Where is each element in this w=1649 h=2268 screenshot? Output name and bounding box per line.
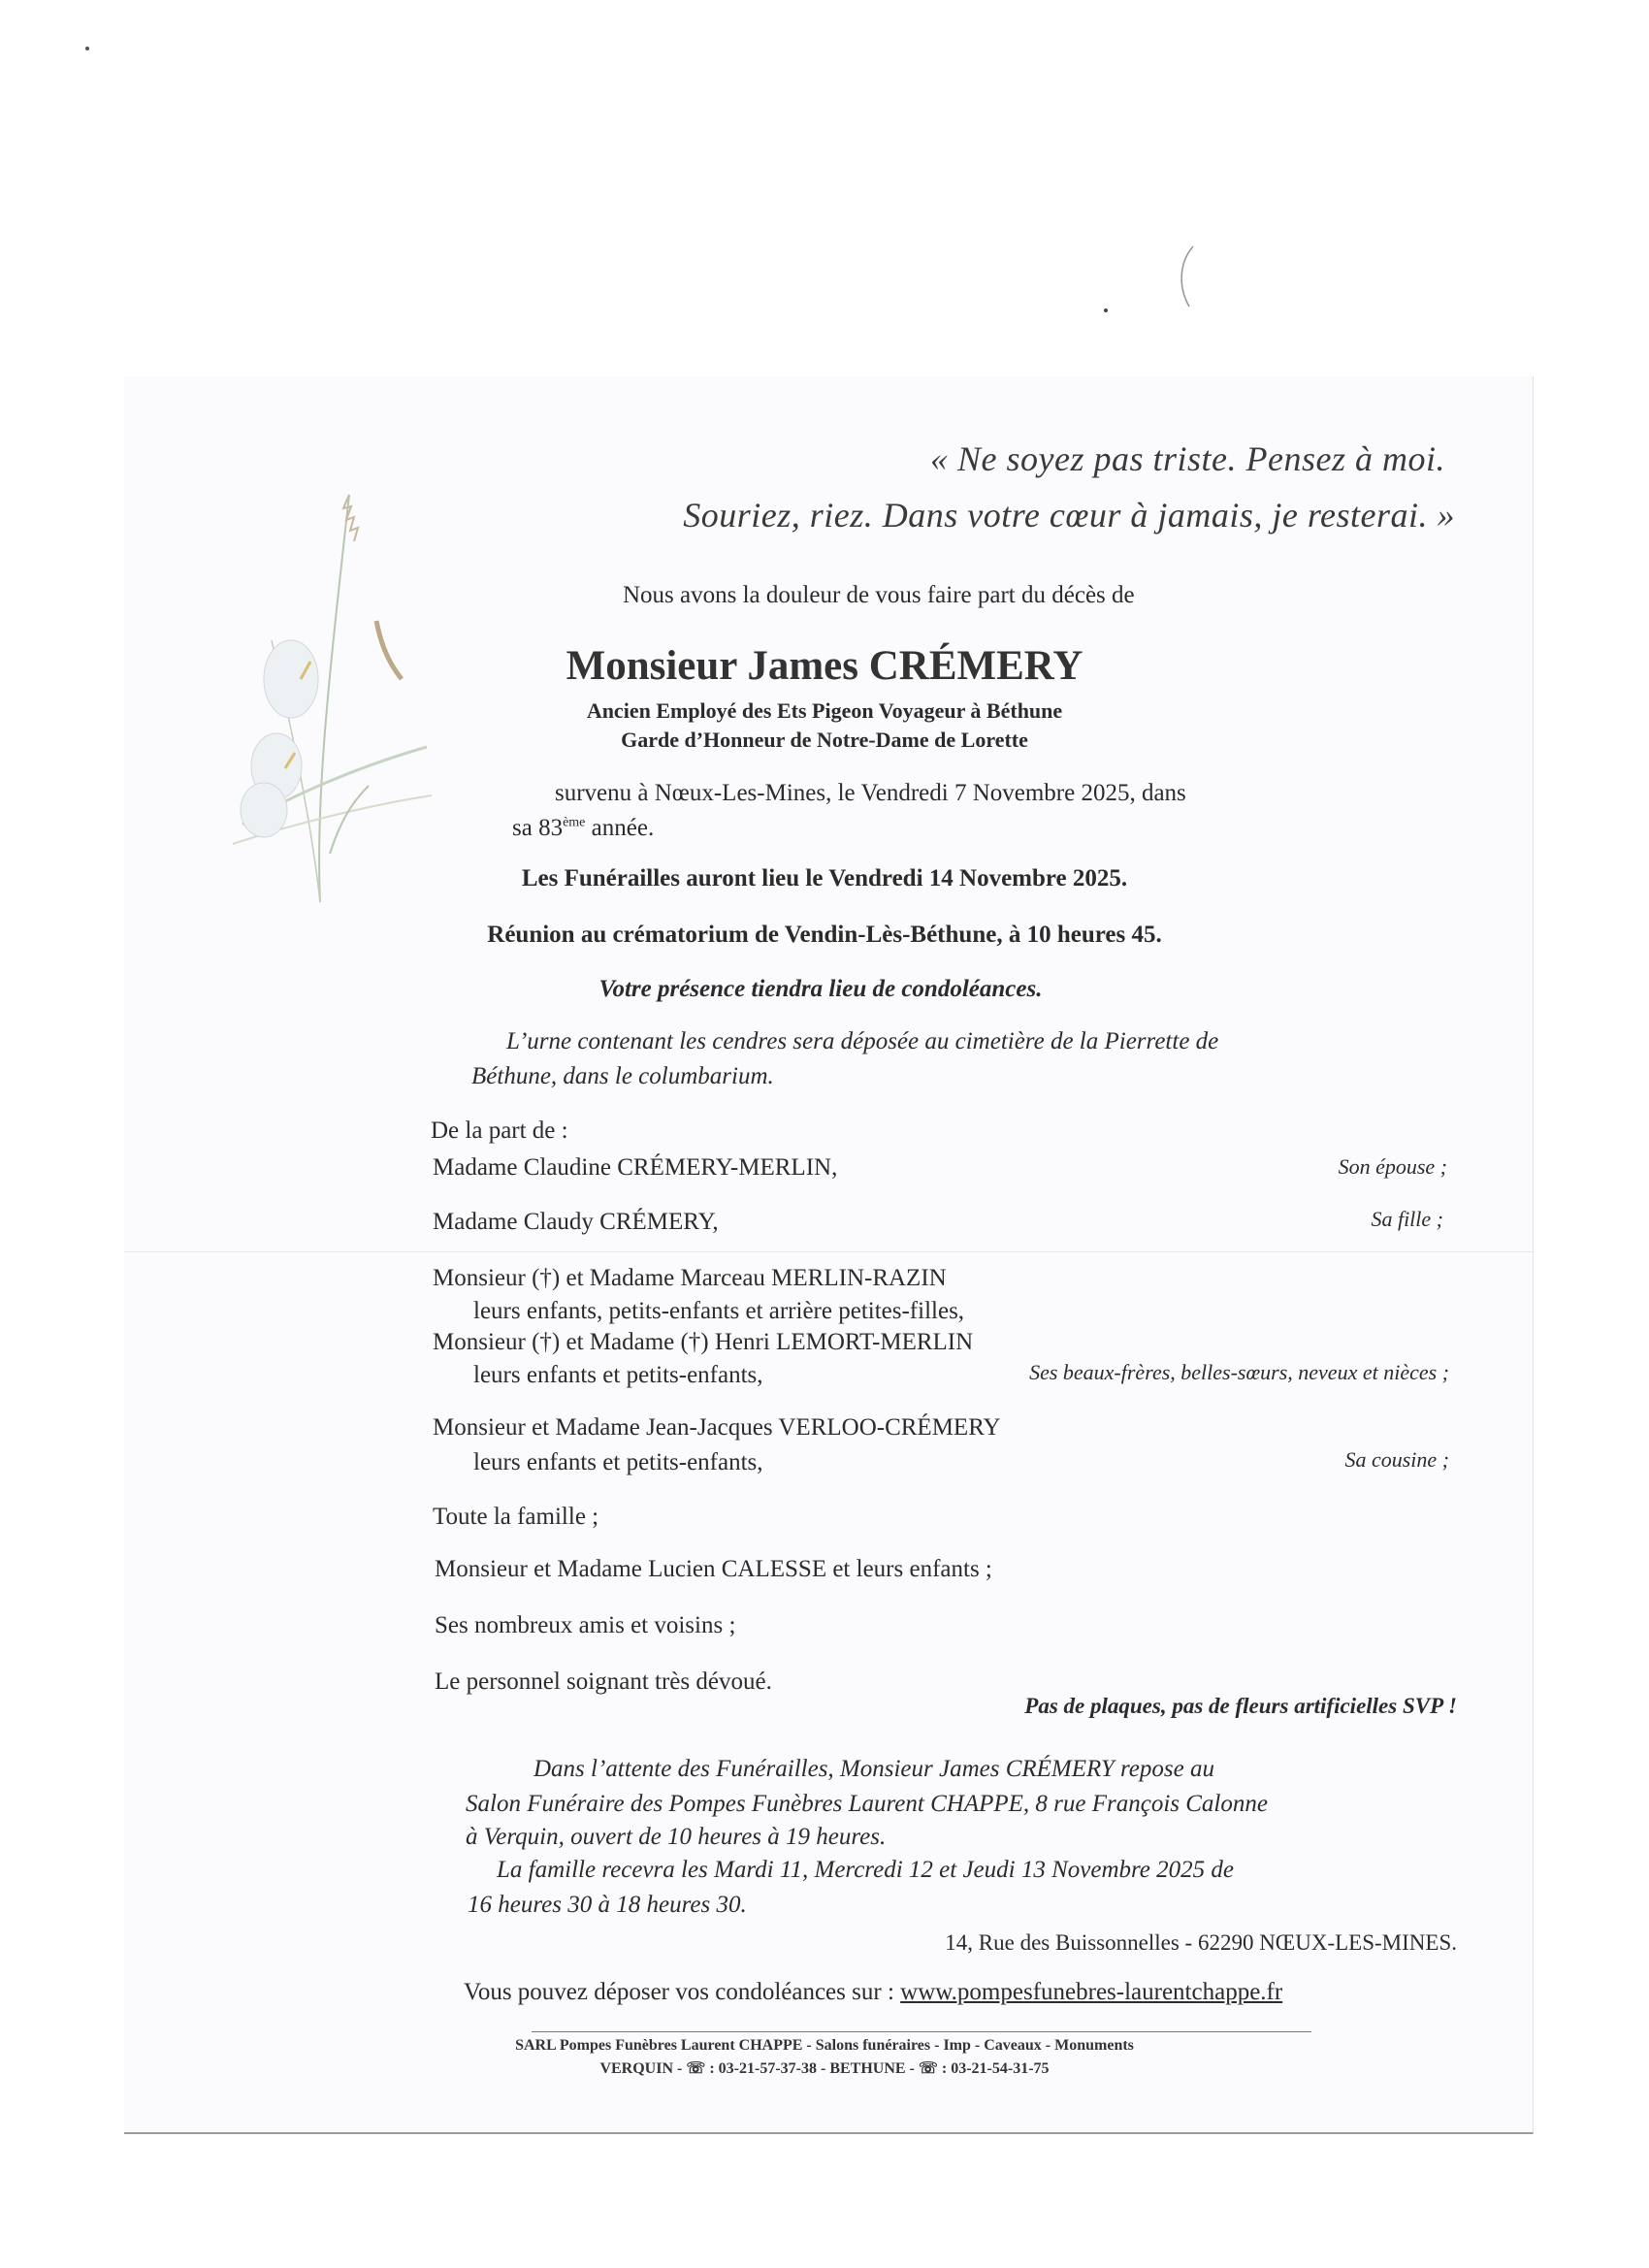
- family-staff: Le personnel soignant très dévoué.: [435, 1669, 772, 1695]
- funeral-home-address: 14, Rue des Buissonnelles - 62290 NŒUX-LES-MINES.: [945, 1930, 1457, 1955]
- funeral-meeting: Réunion au crématorium de Vendin-Lès-Béthune, à 10 heures 45.: [487, 922, 1162, 948]
- relation-daughter: Sa fille ;: [1371, 1207, 1443, 1231]
- relation-spouse: Son épouse ;: [1338, 1154, 1447, 1179]
- deceased-title-2: Garde d’Honneur de Notre-Dame de Lorette: [621, 728, 1028, 752]
- family-name-spouse: Madame Claudine CRÉMERY-MERLIN,: [433, 1154, 838, 1181]
- online-condolences: [464, 1979, 1282, 2006]
- intro-text: Nous avons la douleur de vous faire part du décès de: [623, 582, 1135, 608]
- online-label: Vous pouvez déposer vos condoléances sur :: [464, 1979, 901, 2005]
- urn-line-2: Béthune, dans le columbarium.: [471, 1063, 774, 1089]
- urn-line-1: L’urne contenant les cendres sera déposée au cimetière de la Pierrette de: [506, 1028, 1219, 1054]
- quote-line-2: Souriez, riez. Dans votre cœur à jamais, je resterai. »: [683, 496, 1455, 535]
- scan-dot: [1104, 308, 1108, 312]
- relation-inlaws: Ses beaux-frères, belles-sœurs, neveux et nièces ;: [1029, 1360, 1449, 1384]
- relation-cousin: Sa cousine ;: [1344, 1447, 1449, 1472]
- deceased-title-1: Ancien Employé des Ets Pigeon Voyageur à Béthune: [586, 698, 1063, 723]
- quote-line-1: « Ne soyez pas triste. Pensez à moi.: [930, 439, 1445, 478]
- scan-stroke: [1172, 243, 1201, 310]
- condolences-link[interactable]: www.pompesfunebres-laurentchappe.fr: [900, 1979, 1283, 2005]
- family-merlin-1: Monsieur (†) et Madame Marceau MERLIN-RAZIN: [433, 1265, 947, 1291]
- deceased-name: Monsieur James CRÉMERY: [566, 643, 1083, 689]
- footer-line-1: SARL Pompes Funèbres Laurent CHAPPE - Salons funéraires - Imp - Caveaux - Monuments: [515, 2037, 1134, 2054]
- scan-dot: [85, 47, 89, 50]
- family-verloo-1: Monsieur et Madame Jean-Jacques VERLOO-CRÉMERY: [433, 1414, 1001, 1441]
- rest-line-4: La famille recevra les Mardi 11, Mercredi 12 et Jeudi 13 Novembre 2025 de: [497, 1857, 1234, 1883]
- death-line-1: survenu à Nœux-Les-Mines, le Vendredi 7 Novembre 2025, dans: [555, 780, 1186, 806]
- family-friends: Ses nombreux amis et voisins ;: [435, 1612, 736, 1638]
- family-all: Toute la famille ;: [433, 1504, 599, 1530]
- footer-rule: [532, 2031, 1311, 2032]
- death-line-2: sa 83ème année.: [512, 815, 655, 841]
- footer-line-2: VERQUIN - ☏ : 03-21-57-37-38 - BETHUNE - ☏ : 03-21-54-31-75: [599, 2060, 1050, 2077]
- family-lemort-1: Monsieur (†) et Madame (†) Henri LEMORT-MERLIN: [433, 1329, 974, 1355]
- funeral-date: Les Funérailles auront lieu le Vendredi 14 Novembre 2025.: [521, 865, 1128, 891]
- rest-line-3: à Verquin, ouvert de 10 heures à 19 heures.: [466, 1824, 887, 1850]
- condolences-note: Votre présence tiendra lieu de condoléances.: [598, 976, 1043, 1002]
- rest-line-2: Salon Funéraire des Pompes Funèbres Laurent CHAPPE, 8 rue François Calonne: [466, 1791, 1268, 1817]
- family-verloo-2: leurs enfants et petits-enfants,: [473, 1449, 763, 1475]
- family-lemort-2: leurs enfants et petits-enfants,: [473, 1362, 763, 1388]
- fold-line: [124, 1251, 1533, 1252]
- rest-line-5: 16 heures 30 à 18 heures 30.: [468, 1892, 747, 1918]
- family-calesse: Monsieur et Madame Lucien CALESSE et leurs enfants ;: [435, 1556, 992, 1582]
- no-flowers-note: Pas de plaques, pas de fleurs artificielles SVP !: [1024, 1694, 1457, 1718]
- rest-line-1: Dans l’attente des Funérailles, Monsieur James CRÉMERY repose au: [534, 1756, 1214, 1782]
- family-merlin-2: leurs enfants, petits-enfants et arrière petites-filles,: [473, 1298, 965, 1324]
- family-name-daughter: Madame Claudy CRÉMERY,: [433, 1209, 719, 1235]
- from-label: De la part de :: [431, 1118, 568, 1144]
